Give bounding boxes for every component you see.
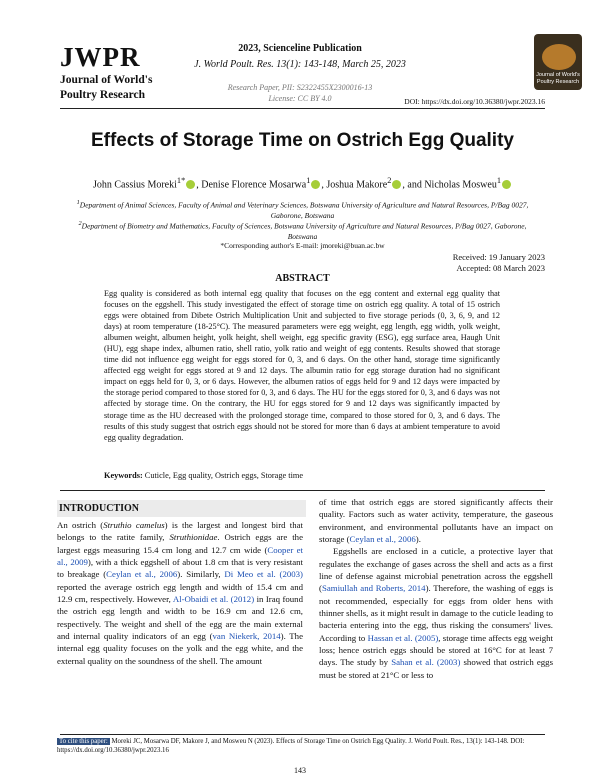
body-column-right: of time that ostrich eggs are stored significantly affects their quality. Factors such as water activity, temperature, the gaseous environment, and environmental pollutants have an impact on storage (Ceylan et al., 2006). Eggshells are enclosed in a cuticle, a protective layer that regulates the exchange of gases across the shell and acts as a first line of defense against microbial penetration across the eggshell (Samiullah and Roberts, 2014). Therefore, the washing of eggs is not recommended, especially for eggs from older hens with thinner shells, as it might result in damage to the cuticle leading to bacteria entering into the egg, thus risking the consumers' lives. According to Hassan et al. (2005), storage time affects egg weight loss; hence ostrich eggs should be stored at 16°C for at least 7 days. The study by Sahan et al. (2003) showed that ostrich eggs must be stored at 21°C or less to bbox=[319, 497, 553, 680]
reference-link[interactable]: Al-Obaidi et al. (2012) bbox=[172, 594, 255, 605]
orcid-icon[interactable] bbox=[502, 180, 511, 189]
cover-title: Journal of World's Poultry Research bbox=[536, 72, 580, 85]
author-name: Joshua Makore bbox=[326, 179, 388, 191]
footer-rule bbox=[60, 734, 545, 735]
paper-title: Effects of Storage Time on Ostrich Egg Quality bbox=[90, 130, 514, 151]
author-name: John Cassius Moreki bbox=[93, 179, 177, 191]
pii-line: Research Paper, PII: S2322455X2300016-13 bbox=[227, 83, 373, 92]
citation-footer bbox=[57, 737, 553, 755]
page-number: 143 bbox=[294, 766, 306, 775]
introduction-heading: INTRODUCTION bbox=[57, 500, 306, 517]
reference-link[interactable]: Hassan et al. (2005) bbox=[367, 632, 439, 643]
citation-line: J. World Poult. Res. 13(1): 143-148, March 25, 2023 bbox=[194, 59, 406, 70]
journal-logo-abbrev: JWPR bbox=[60, 42, 141, 72]
citation-text: Moreki JC, Mosarwa DF, Makore J, and Mosweu N (2023). Effects of Storage Time on Ostrich Egg Quality. J. World Poult. Res., 13(1): 143-148. DOI: https://dx.doi.org/10.36380/jwpr.2023.16 bbox=[57, 738, 525, 754]
author-name: Nicholas Mosweu bbox=[424, 179, 497, 191]
abstract-rule bbox=[60, 490, 545, 491]
citation-tag: To cite this paper: bbox=[59, 738, 108, 745]
keywords-values: Cuticle, Egg quality, Ostrich eggs, Storage time bbox=[144, 471, 304, 480]
journal-logo-name bbox=[60, 73, 152, 103]
journal-name-line2: Poultry Research bbox=[60, 89, 146, 101]
body-column-left: An ostrich (Struthio camelus) is the largest and longest bird that belongs to the ratite family, Struthionidae. Ostrich eggs are the largest eggs measuring 15.4 cm long and 12.7 cm wide (Cooper et al., 2009), with a thick eggshell of about 1.8 cm that is very resistant to breakage (Ceylan et al., 2006). Similarly, Di Meo et al. (2003) reported the average ostrich egg length and width of 15.4 cm and 12.9 cm, respectively. However, Al-Obaidi et al. (2012) in Iraq found the ostrich egg length and width to be 16.9 cm and 12.6 cm, respectively. The weight and shell of the egg are the main external and internal quality indicators of an egg (van Niekerk, 2014). The internal egg quality focuses on the yolk and the egg white, and the external quality on the soundness of the shell. The amount bbox=[57, 520, 304, 666]
reference-link[interactable]: Samiullah and Roberts, 2014 bbox=[321, 583, 426, 594]
header-rule bbox=[60, 108, 545, 109]
reference-link[interactable]: Sahan et al. (2003) bbox=[391, 657, 461, 668]
received-date: Received: 19 January 2023 bbox=[452, 252, 545, 262]
reference-link[interactable]: van Niekerk, 2014 bbox=[212, 631, 281, 642]
affiliation-2: $^2$Department of Biometry and Mathematics, Faculty of Sciences, Botswana University of Agriculture and Natural Resources, P/Bag 0027, Gaborone, Botswana bbox=[78, 220, 527, 241]
accepted-date: Accepted: 08 March 2023 bbox=[456, 263, 545, 273]
reference-link[interactable]: Cooper et al., 2009 bbox=[57, 544, 304, 568]
journal-cover-thumbnail bbox=[534, 34, 582, 90]
orcid-icon[interactable] bbox=[392, 180, 401, 189]
reference-link[interactable]: Ceylan et al., 2006 bbox=[106, 569, 178, 580]
abstract-text: Egg quality is considered as both internal egg quality that focuses on the egg content and external egg quality that focuses on the eggshell. This study investigated the effect of storage time on ostrich egg quality. A total of 15 ostrich eggs were obtained from Dibete Ostrich Multiplication Unit and subjected to five storage periods (0, 3, 6, 9, and 12 days) at room temperature (18-25°C). The measured parameters were egg weight, egg length, egg width, yolk weight, albumen weight, albumen height, yolk height, shell weight, egg specific gravity (ESG), egg surface area, Haugh Unit (HU), egg shape index, albumen ratio, shell ratio, yolk ratio and weight of egg contents. Results showed that storage time did not influence egg weight for eggs stored for 0, 3, and 6 days. On the other hand, storage time significantly affected egg weight for eggs stored at 9 and 12 days. The albumin ratio for egg storage duration had no significant impact on eggs held for 0, 3, or 6 days. However, the albumen ratios of eggs held for 9 and 12 days were impacted by the storage period compared to those stored for 0, 3, and 6 days. The HU for the eggs stored for 0, 3, and 6 days was not affected by storage time. On the contrary, the HU for eggs stored for 9 and 12 days was significantly impacted by storage time as the HU decreased with the prolonged storage time, compared to those stored for 0, 3, and 6 days. The results of this study suggest that ostrich eggs should not be stored for more than 6 days at ambient temperature to avoid egg quality degradation. bbox=[104, 289, 500, 442]
reference-link[interactable]: Ceylan et al., 2006 bbox=[349, 534, 416, 545]
orcid-icon[interactable] bbox=[186, 180, 195, 189]
bird-icon bbox=[542, 44, 576, 70]
author-name: Denise Florence Mosarwa bbox=[201, 179, 307, 191]
affiliation-1: $^1$Department of Animal Sciences, Faculty of Animal and Veterinary Sciences, Botswana University of Agriculture and Natural Resources, P/Bag 0027, Gaborone, Botswana bbox=[76, 199, 529, 220]
publisher-line: 2023, Scienceline Publication bbox=[238, 43, 362, 54]
license-line: License: CC BY 4.0 bbox=[268, 94, 332, 103]
author-list: John Cassius Moreki$^{1*}$ , Denise Florence Mosarwa$^1$ , Joshua Makore$^2$ , and Nicholas Mosweu$^1$ bbox=[60, 176, 545, 191]
doi-link[interactable]: DOI: https://dx.doi.org/10.36380/jwpr.2023.16 bbox=[404, 97, 545, 106]
reference-link[interactable]: Di Meo et al. (2003) bbox=[224, 569, 303, 580]
keywords-label: Keywords: bbox=[104, 471, 143, 480]
corresponding-author: *Corresponding author's E-mail: jmoreki@buan.ac.bw bbox=[220, 241, 385, 250]
journal-name-line1: Journal of World's bbox=[60, 74, 153, 86]
keywords bbox=[104, 471, 500, 480]
orcid-icon[interactable] bbox=[311, 180, 320, 189]
abstract-heading: ABSTRACT bbox=[275, 273, 330, 284]
